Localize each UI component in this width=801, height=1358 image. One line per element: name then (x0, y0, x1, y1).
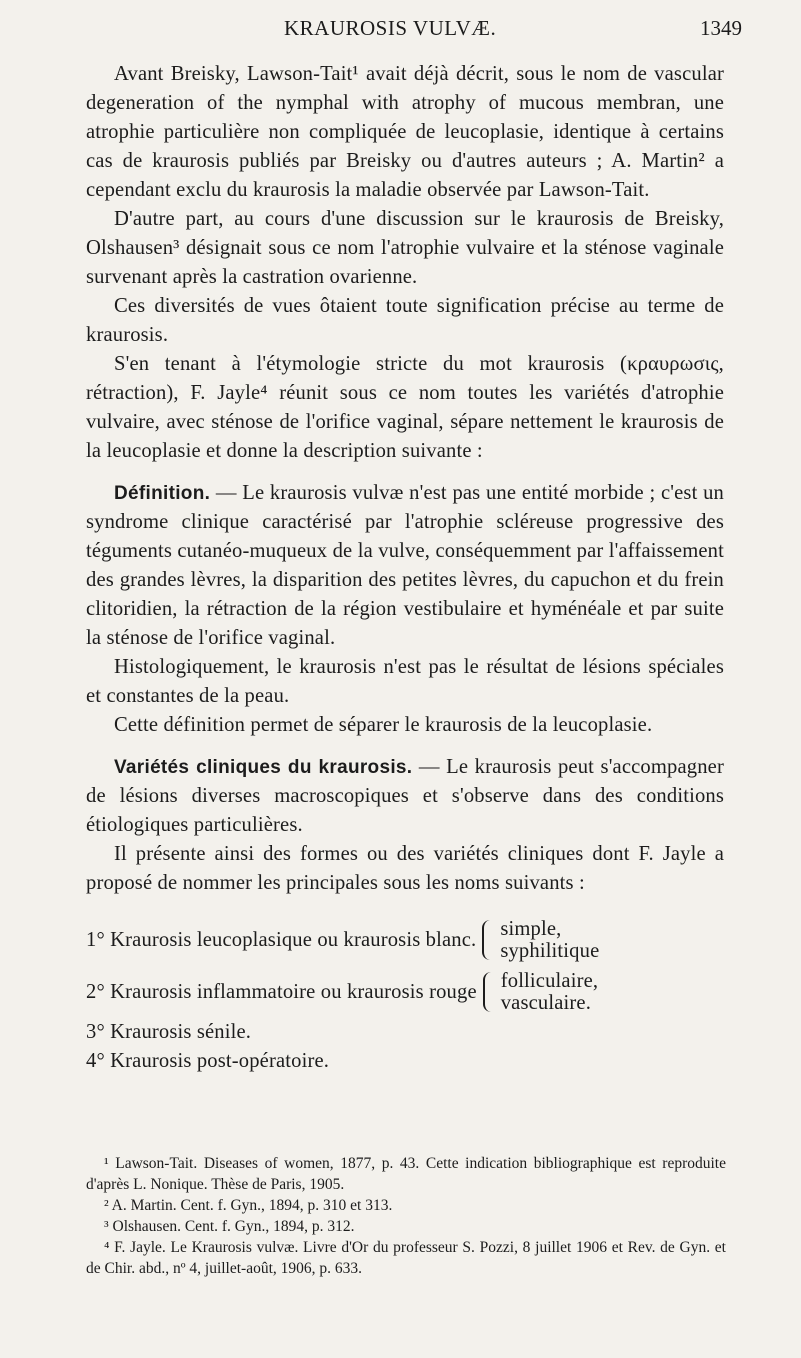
variety-subtypes: folliculaire, vasculaire. (500, 970, 599, 1014)
footnotes (86, 1153, 726, 1279)
variety-label: 3° Kraurosis sénile. (86, 1021, 252, 1043)
brace (482, 920, 494, 960)
brace (483, 972, 495, 1012)
varietes-paragraph (86, 753, 724, 840)
varietes-heading: Variétés cliniques du kraurosis. (114, 757, 413, 778)
paragraph: S'en tenant à l'étymologie stricte du mot kraurosis (κραυρωσις, rétraction), F. Jayle⁴ réunit sous ce nom toutes les variétés d'atrophie vulvaire, avec sténose de l'orifice vaginal, sépare nettement le kraurosis de la leucoplasie et donne la description suivante : (86, 353, 724, 462)
running-title: KRAUROSIS VULVÆ. (284, 16, 497, 40)
variety-item (86, 914, 724, 966)
variety-subtypes: simple, syphilitique (500, 918, 600, 962)
variety-label: 4° Kraurosis post-opératoire. (86, 1050, 330, 1072)
paragraph: Ces diversités de vues ôtaient toute signification précise au terme de kraurosis. (86, 295, 724, 346)
variety-label: 1° Kraurosis leucoplasique ou kraurosis blanc. (86, 928, 477, 951)
definition-heading: Définition. (114, 483, 211, 504)
variety-label: 2° Kraurosis inflammatoire ou kraurosis rouge (86, 980, 477, 1003)
paragraph: D'autre part, au cours d'une discussion sur le kraurosis de Breisky, Olshausen³ désignait sous ce nom l'atrophie vulvaire et la sténose vaginale survenant après la castration ovarienne. (86, 208, 724, 288)
variety-item (86, 1047, 724, 1076)
definition-text: — Le kraurosis vulvæ n'est pas une entité morbide ; c'est un syndrome clinique caractérisé par l'atrophie scléreuse progressive des téguments cutanéo-muqueux de la vulve, conséquemment par l'affaissement des grandes lèvres, la disparition des petites lèvres, du capuchon et du frein clitoridien, la rétraction de la région vestibulaire et hyménéale et par suite la sténose de l'orifice vaginal. (86, 482, 724, 649)
body-text (86, 60, 724, 1076)
variety-item (86, 1018, 724, 1047)
paragraph: Cette définition permet de séparer le kraurosis de la leucoplasie. (114, 714, 653, 736)
footnote: ⁴ F. Jayle. Le Kraurosis vulvæ. Livre d'Or du professeur S. Pozzi, 8 juillet 1906 et Rev. de Gyn. et de Chir. abd., nº 4, juillet-août, 1906, p. 633. (86, 1239, 726, 1277)
varieties-list (86, 914, 724, 1076)
paragraph: Il présente ainsi des formes ou des variétés cliniques dont F. Jayle a proposé de nommer les principales sous les noms suivants : (86, 843, 724, 894)
running-header (0, 16, 801, 46)
footnote: ¹ Lawson-Tait. Diseases of women, 1877, p. 43. Cette indication bibliographique est reproduite d'après L. Nonique. Thèse de Paris, 1905. (86, 1155, 726, 1193)
varietes-text: — Le kraurosis peut s'accompagner de lésions diverses macroscopiques et s'observe dans des conditions étiologiques particulières. (86, 756, 724, 836)
page-number: 1349 (700, 16, 742, 40)
definition-paragraph (86, 479, 724, 653)
footnote: ² A. Martin. Cent. f. Gyn., 1894, p. 310 et 313. (104, 1197, 393, 1214)
paragraph: Histologiquement, le kraurosis n'est pas le résultat de lésions spéciales et constantes de la peau. (86, 656, 724, 707)
variety-item (86, 966, 724, 1018)
footnote: ³ Olshausen. Cent. f. Gyn., 1894, p. 312. (104, 1218, 355, 1235)
paragraph: Avant Breisky, Lawson-Tait¹ avait déjà décrit, sous le nom de vascular degeneration of the nymphal with atrophy of mucous membran, une atrophie particulière non compliquée de leucoplasie, identique à certains cas de kraurosis publiés par Breisky ou d'autres auteurs ; A. Martin² a cependant exclu du kraurosis la maladie observée par Lawson-Tait. (86, 63, 724, 201)
